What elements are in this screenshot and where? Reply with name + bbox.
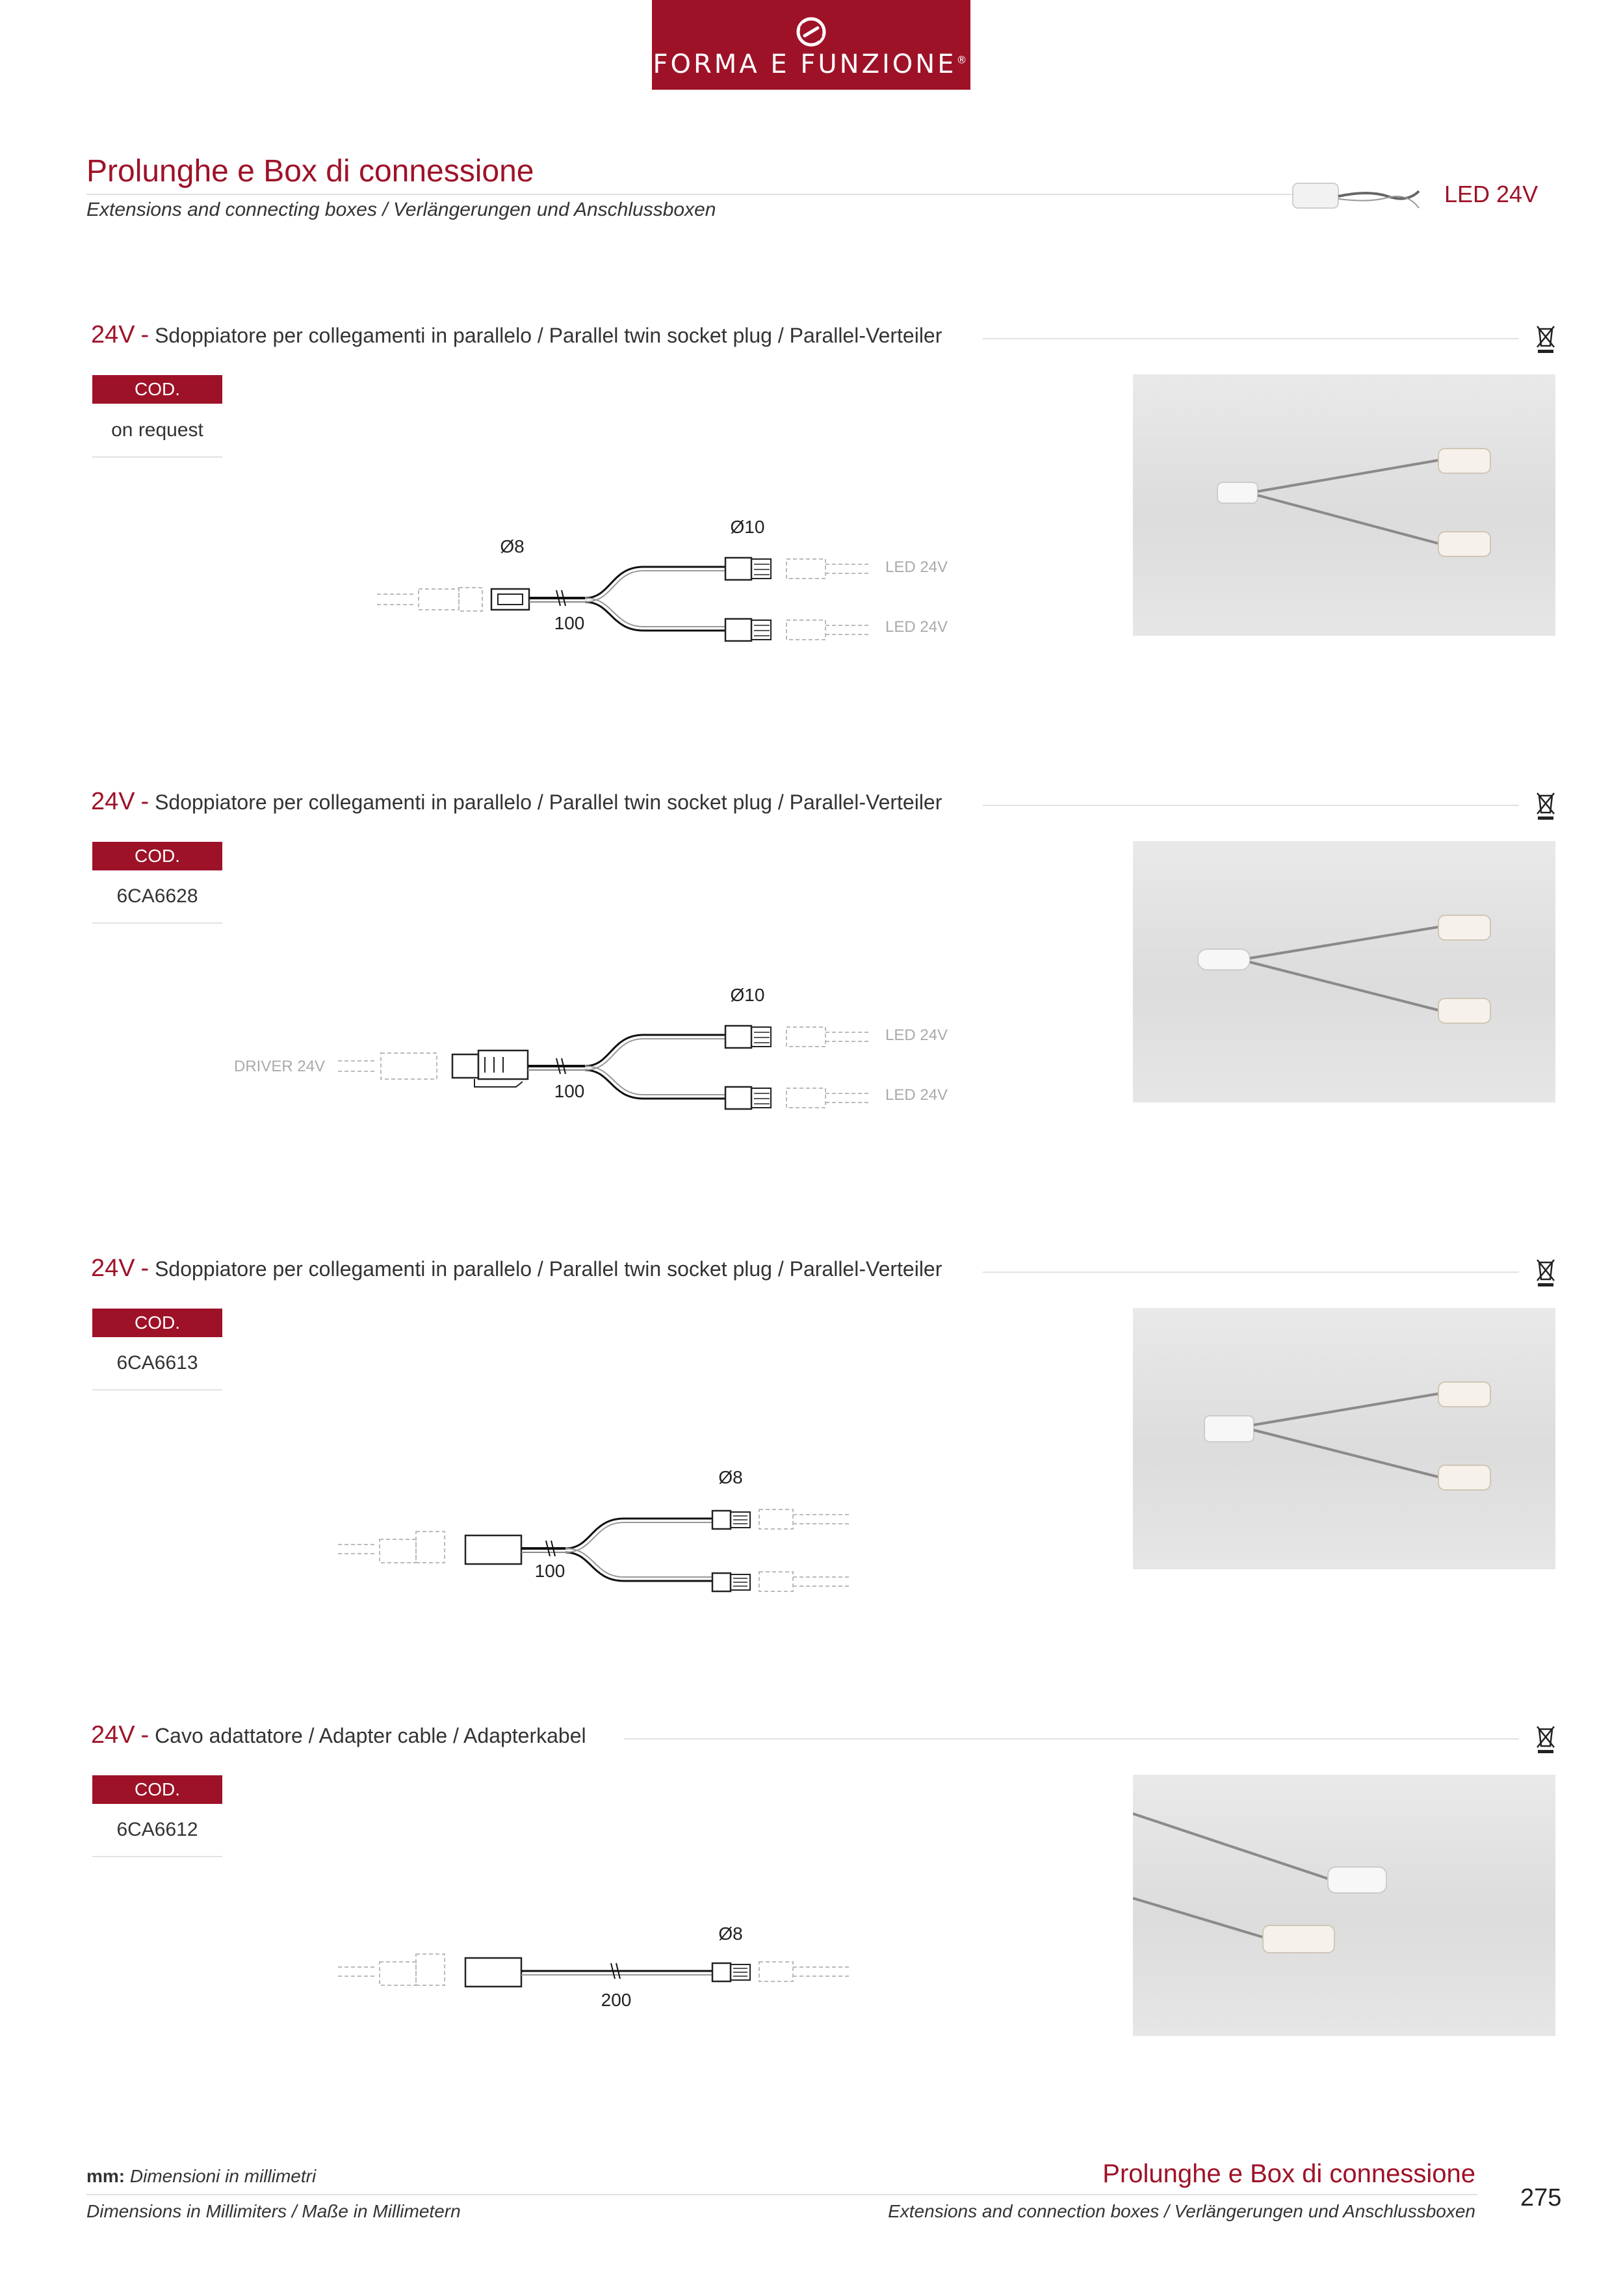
section-1-dim-left: Ø8 — [500, 536, 525, 556]
registered-mark: ® — [956, 53, 970, 66]
weee-bin-icon — [1535, 1724, 1556, 1754]
brand-name: FORMA E FUNZIONE — [653, 49, 957, 79]
brand-mark-icon — [794, 14, 829, 49]
section-4-cod-badge: COD. — [92, 1775, 222, 1804]
section-4-diagram — [325, 1918, 910, 2022]
section-2-in-label: DRIVER 24V — [234, 1058, 326, 1075]
section-3-voltage: 24V — [91, 1255, 135, 1282]
section-2-code-divider — [92, 922, 222, 924]
section-1-dash: - — [140, 321, 149, 348]
section-2-cod-badge: COD. — [92, 842, 222, 870]
section-3-diagram — [325, 1450, 910, 1606]
page-number: 275 — [1520, 2184, 1562, 2211]
section-2-dim-length: 100 — [554, 1081, 585, 1101]
section-4-code-divider — [92, 1856, 222, 1857]
section-4-photo-drawing — [1133, 1775, 1555, 2036]
header-divider — [86, 194, 1297, 195]
section-1-voltage: 24V — [91, 321, 135, 348]
section-4-dim-length: 200 — [601, 1990, 632, 2010]
section-3-dim-length: 100 — [534, 1561, 565, 1581]
page-title: Prolunghe e Box di connessione — [86, 154, 534, 189]
section-3-description: Sdoppiatore per collegamenti in parallelo / Parallel twin socket plug / Parallel-Verteiler — [155, 1257, 942, 1281]
section-4-dim-right: Ø8 — [718, 1924, 743, 1944]
led-24v-badge: LED 24V — [1444, 181, 1539, 207]
section-3-divider — [983, 1272, 1519, 1273]
section-4-code: 6CA6612 — [116, 1819, 198, 1840]
section-1-dim-length: 100 — [554, 613, 585, 633]
footer-title: Prolunghe e Box di connessione — [1102, 2159, 1475, 2188]
weee-bin-icon — [1535, 324, 1556, 354]
section-1-cod-badge: COD. — [92, 375, 222, 404]
footer-unit-translation: Dimensions in Millimiters / Maße in Millimetern — [86, 2201, 461, 2221]
section-1-title — [91, 321, 942, 349]
weee-bin-icon — [1535, 790, 1556, 820]
section-2-diagram — [227, 975, 988, 1131]
brand-logo — [652, 0, 970, 90]
footer-unit-italian: Dimensioni in millimetri — [129, 2166, 317, 2186]
section-2-photo-drawing — [1133, 841, 1555, 1102]
footer-unit-note — [86, 2166, 316, 2187]
section-1-photo-drawing — [1133, 374, 1555, 636]
section-1-out-label-top: LED 24V — [885, 558, 948, 576]
section-1-code-divider — [92, 456, 222, 458]
section-2-code: 6CA6628 — [116, 885, 198, 907]
footer-divider — [86, 2194, 1477, 2195]
section-2-voltage: 24V — [91, 788, 135, 815]
section-1-diagram — [364, 507, 988, 663]
section-1-code: on request — [111, 419, 203, 441]
section-4-dash: - — [140, 1721, 149, 1749]
section-2-product-photo — [1133, 841, 1555, 1102]
section-2-title — [91, 788, 942, 816]
section-2-out-label-bottom: LED 24V — [885, 1086, 948, 1104]
section-1-divider — [983, 338, 1519, 339]
section-3-dash: - — [140, 1255, 149, 1282]
footer-unit-label: mm: — [86, 2166, 125, 2186]
section-4-voltage: 24V — [91, 1721, 135, 1749]
section-1-product-photo — [1133, 374, 1555, 636]
section-2-dash: - — [140, 788, 149, 815]
section-4-product-photo — [1133, 1775, 1555, 2036]
section-2-divider — [983, 805, 1519, 806]
section-3-dim-right: Ø8 — [718, 1467, 743, 1487]
connector-thumbnail-icon — [1290, 170, 1427, 222]
section-2-dim-right: Ø10 — [730, 985, 765, 1005]
section-3-code-divider — [92, 1389, 222, 1390]
section-2-out-label-top: LED 24V — [885, 1026, 948, 1044]
section-3-photo-drawing — [1133, 1308, 1555, 1569]
section-3-product-photo — [1133, 1308, 1555, 1569]
weee-bin-icon — [1535, 1257, 1556, 1287]
section-2-description: Sdoppiatore per collegamenti in parallelo / Parallel twin socket plug / Parallel-Verteiler — [155, 790, 942, 814]
section-1-dim-right: Ø10 — [730, 517, 765, 537]
section-3-cod-badge: COD. — [92, 1309, 222, 1337]
section-3-title — [91, 1255, 942, 1283]
section-4-description: Cavo adattatore / Adapter cable / Adapterkabel — [155, 1724, 586, 1747]
page-subtitle: Extensions and connecting boxes / Verlängerungen und Anschlussboxen — [86, 199, 716, 220]
section-1-description: Sdoppiatore per collegamenti in parallelo / Parallel twin socket plug / Parallel-Verteiler — [155, 324, 942, 347]
section-4-title — [91, 1721, 586, 1749]
section-4-divider — [624, 1738, 1519, 1740]
section-3-code: 6CA6613 — [116, 1352, 198, 1374]
section-1-out-label-bottom: LED 24V — [885, 618, 948, 636]
footer-subtitle: Extensions and connection boxes / Verlängerungen und Anschlussboxen — [888, 2201, 1475, 2221]
